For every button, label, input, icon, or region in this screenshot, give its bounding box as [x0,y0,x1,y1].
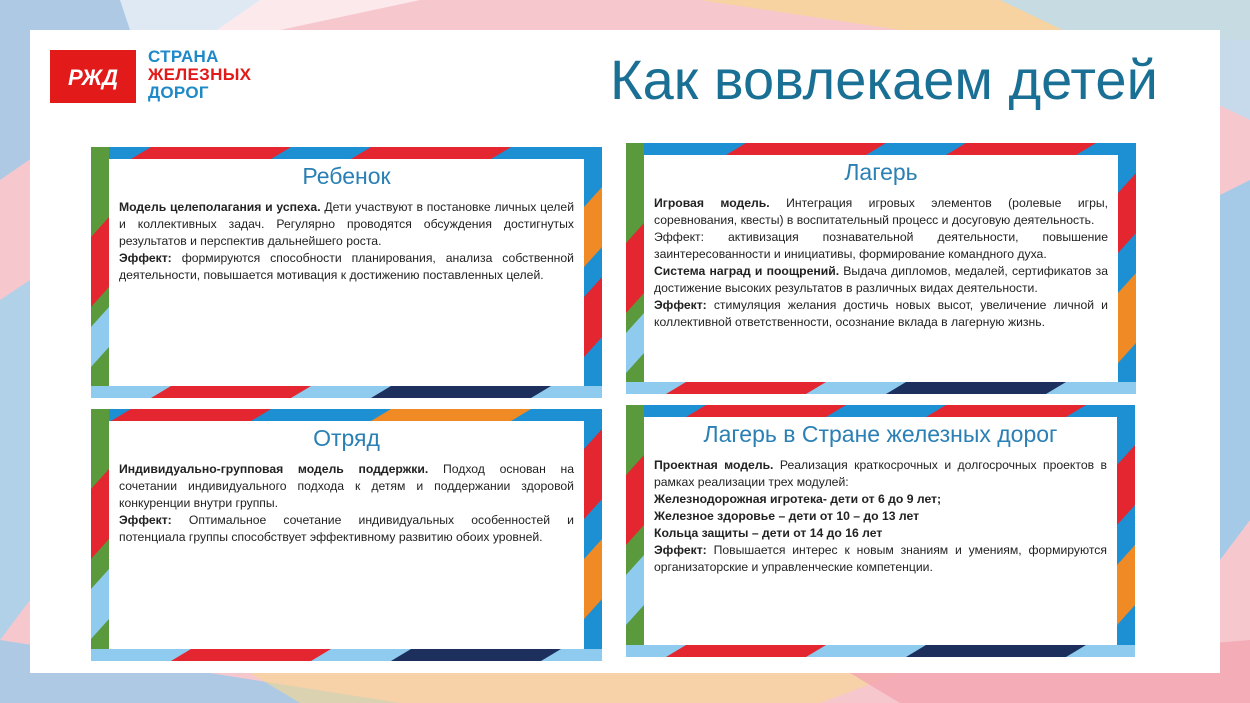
text: Повышается интерес к новым знаниям и умениям, формируются организаторские и управленческие компетенции. [654,543,1107,574]
card-body [119,461,574,546]
card-squad [91,409,602,661]
logo-wordmark [148,48,251,102]
text-bold: Эффект: [119,513,172,527]
text-bold: Модель целеполагания и успеха. [119,200,321,214]
card-body [654,457,1107,576]
card-title: Отряд [313,425,380,451]
text-bold: Проектная модель. [654,458,774,472]
rzd-logo-icon [50,50,136,103]
card-camp [626,143,1136,394]
module-2: Железное здоровье – дети от 10 – до 13 лет [654,509,920,523]
text: Выдача дипломов, медалей, сертификатов за достижение высоких результатов в различных видах деятельности. [654,264,1108,295]
text-bold: Эффект: [654,543,707,557]
card-child [91,147,602,398]
text-bold: Игровая модель. [654,196,770,210]
page-title: Как вовлекаем детей [610,48,1158,111]
text-bold: Эффект: [119,251,172,265]
text: формируются способности планирования, анализа собственной деятельности, повышается мотивация к достижению поставленных целей. [119,251,574,282]
text: стимуляция желания достичь новых высот, увеличение личной и коллективной ответственности, осознание вклада в лагерную жизнь. [654,298,1108,329]
logo-line-3: ДОРОГ [148,83,209,102]
card-title: Лагерь [844,159,918,185]
logo-mark-text: РЖД [67,65,119,90]
module-3: Кольца защиты – дети от 14 до 16 лет [654,526,883,540]
card-body [654,195,1108,331]
card-body [119,199,574,284]
card-rail-camp [626,405,1135,657]
text: Эффект: активизация познавательной деятельности, повышение заинтересованности и инициативы, формирование командного духа. [654,230,1108,261]
text: Оптимальное сочетание индивидуальных особенностей и потенциала группы способствует эффективному развитию обоих уровней. [119,513,574,544]
text: Подход основан на сочетании индивидуального подхода к детям и поддержании здоровой конкуренции внутри группы. [119,462,574,510]
text-bold: Эффект: [654,298,707,312]
card-title: Лагерь в Стране железных дорог [703,421,1058,447]
card-title: Ребенок [302,163,391,189]
text: Реализация краткосрочных и долгосрочных проектов в рамках реализации трех модулей: [654,458,1107,489]
logo-line-2: ЖЕЛЕЗНЫХ [148,65,252,84]
text: Интеграция игровых элементов (ролевые игры, соревнования, квесты) в воспитательный процесс и досуговую деятельность. [654,196,1108,227]
module-1: Железнодорожная игротека- дети от 6 до 9 лет; [654,492,942,506]
text: Дети участвуют в постановке личных целей и коллективных задач. Регулярно проводятся обсуждения достигнутых результатов и перспектив дальнейшего роста. [119,200,575,248]
text-bold: Система наград и поощрений. [654,264,840,278]
text-bold: Индивидуально-групповая модель поддержки. [119,462,429,476]
logo-line-1: СТРАНА [148,47,219,66]
